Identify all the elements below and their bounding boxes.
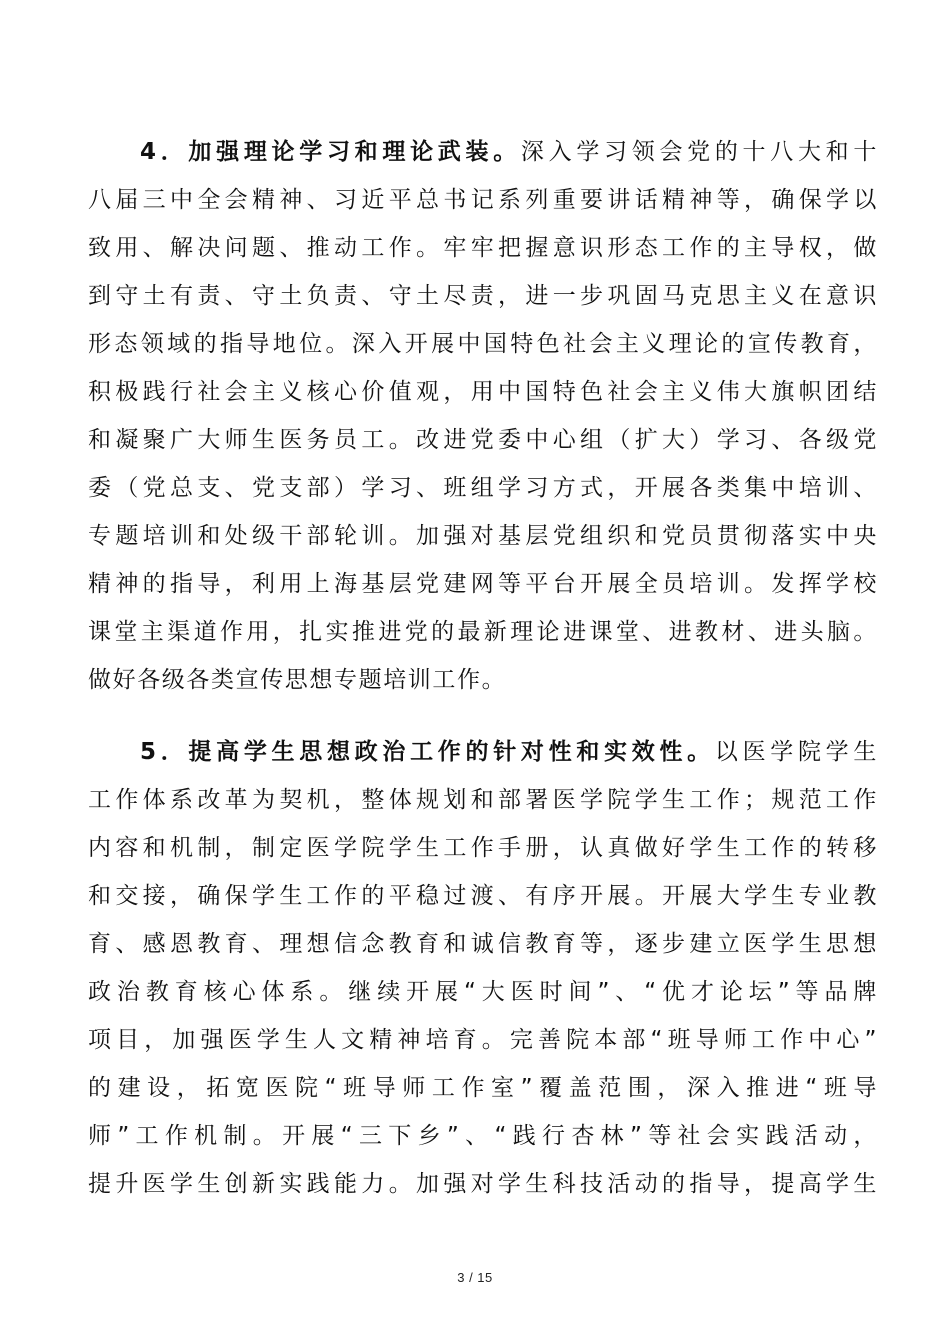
paragraph-line: 到守土有责、守土负责、守土尽责，进一步巩固马克思主义在意识 xyxy=(88,283,878,309)
paragraph-line: 积极践行社会主义核心价值观，用中国特色社会主义伟大旗帜团结 xyxy=(88,379,878,405)
paragraph-line: 精神的指导，利用上海基层党建网等平台开展全员培训。发挥学校 xyxy=(88,571,878,597)
paragraph-line: 和交接，确保学生工作的平稳过渡、有序开展。开展大学生专业教 xyxy=(88,883,878,909)
paragraph-text: 以医学院学生 xyxy=(714,739,878,765)
paragraph-line: 课堂主渠道作用，扎实推进党的最新理论进课堂、进教材、进头脑。 xyxy=(88,619,878,645)
paragraph-line: 形态领域的指导地位。深入开展中国特色社会主义理论的宣传教育， xyxy=(88,331,878,357)
paragraph-line: 致用、解决问题、推动工作。牢牢把握意识形态工作的主导权，做 xyxy=(88,235,878,261)
paragraph-student-work xyxy=(88,728,878,1208)
paragraph-heading: 4．加强理论学习和理论武装。 xyxy=(140,139,521,165)
paragraph-heading: 5．提高学生思想政治工作的针对性和实效性。 xyxy=(140,739,715,765)
paragraph-line: 师”工作机制。开展“三下乡”、“践行杏林”等社会实践活动， xyxy=(88,1123,878,1149)
paragraph-line: 专题培训和处级干部轮训。加强对基层党组织和党员贯彻落实中央 xyxy=(88,523,878,549)
paragraph-line: 的建设，拓宽医院“班导师工作室”覆盖范围，深入推进“班导 xyxy=(88,1075,878,1101)
paragraph-line: 育、感恩教育、理想信念教育和诚信教育等，逐步建立医学生思想 xyxy=(88,931,878,957)
paragraph-line: 工作体系改革为契机，整体规划和部署医学院学生工作；规范工作 xyxy=(88,787,878,813)
paragraph-theory-study xyxy=(88,128,878,704)
paragraph-line xyxy=(88,728,878,776)
paragraph-line: 委（党总支、党支部）学习、班组学习方式，开展各类集中培训、 xyxy=(88,475,878,501)
paragraph-line: 项目，加强医学生人文精神培育。完善院本部“班导师工作中心” xyxy=(88,1027,878,1053)
paragraph-line xyxy=(88,128,878,176)
paragraph-line: 提升医学生创新实践能力。加强对学生科技活动的指导，提高学生 xyxy=(88,1171,878,1197)
paragraph-line: 做好各级各类宣传思想专题培训工作。 xyxy=(88,667,507,693)
page-number: 3 / 15 xyxy=(457,1270,493,1285)
paragraph-line: 政治教育核心体系。继续开展“大医时间”、“优才论坛”等品牌 xyxy=(88,979,878,1005)
paragraph-line: 和凝聚广大师生医务员工。改进党委中心组（扩大）学习、各级党 xyxy=(88,427,878,453)
paragraph-text: 深入学习领会党的十八大和十 xyxy=(520,139,878,165)
paragraph-line: 内容和机制，制定医学院学生工作手册，认真做好学生工作的转移 xyxy=(88,835,878,861)
paragraph-line: 八届三中全会精神、习近平总书记系列重要讲话精神等，确保学以 xyxy=(88,187,878,213)
